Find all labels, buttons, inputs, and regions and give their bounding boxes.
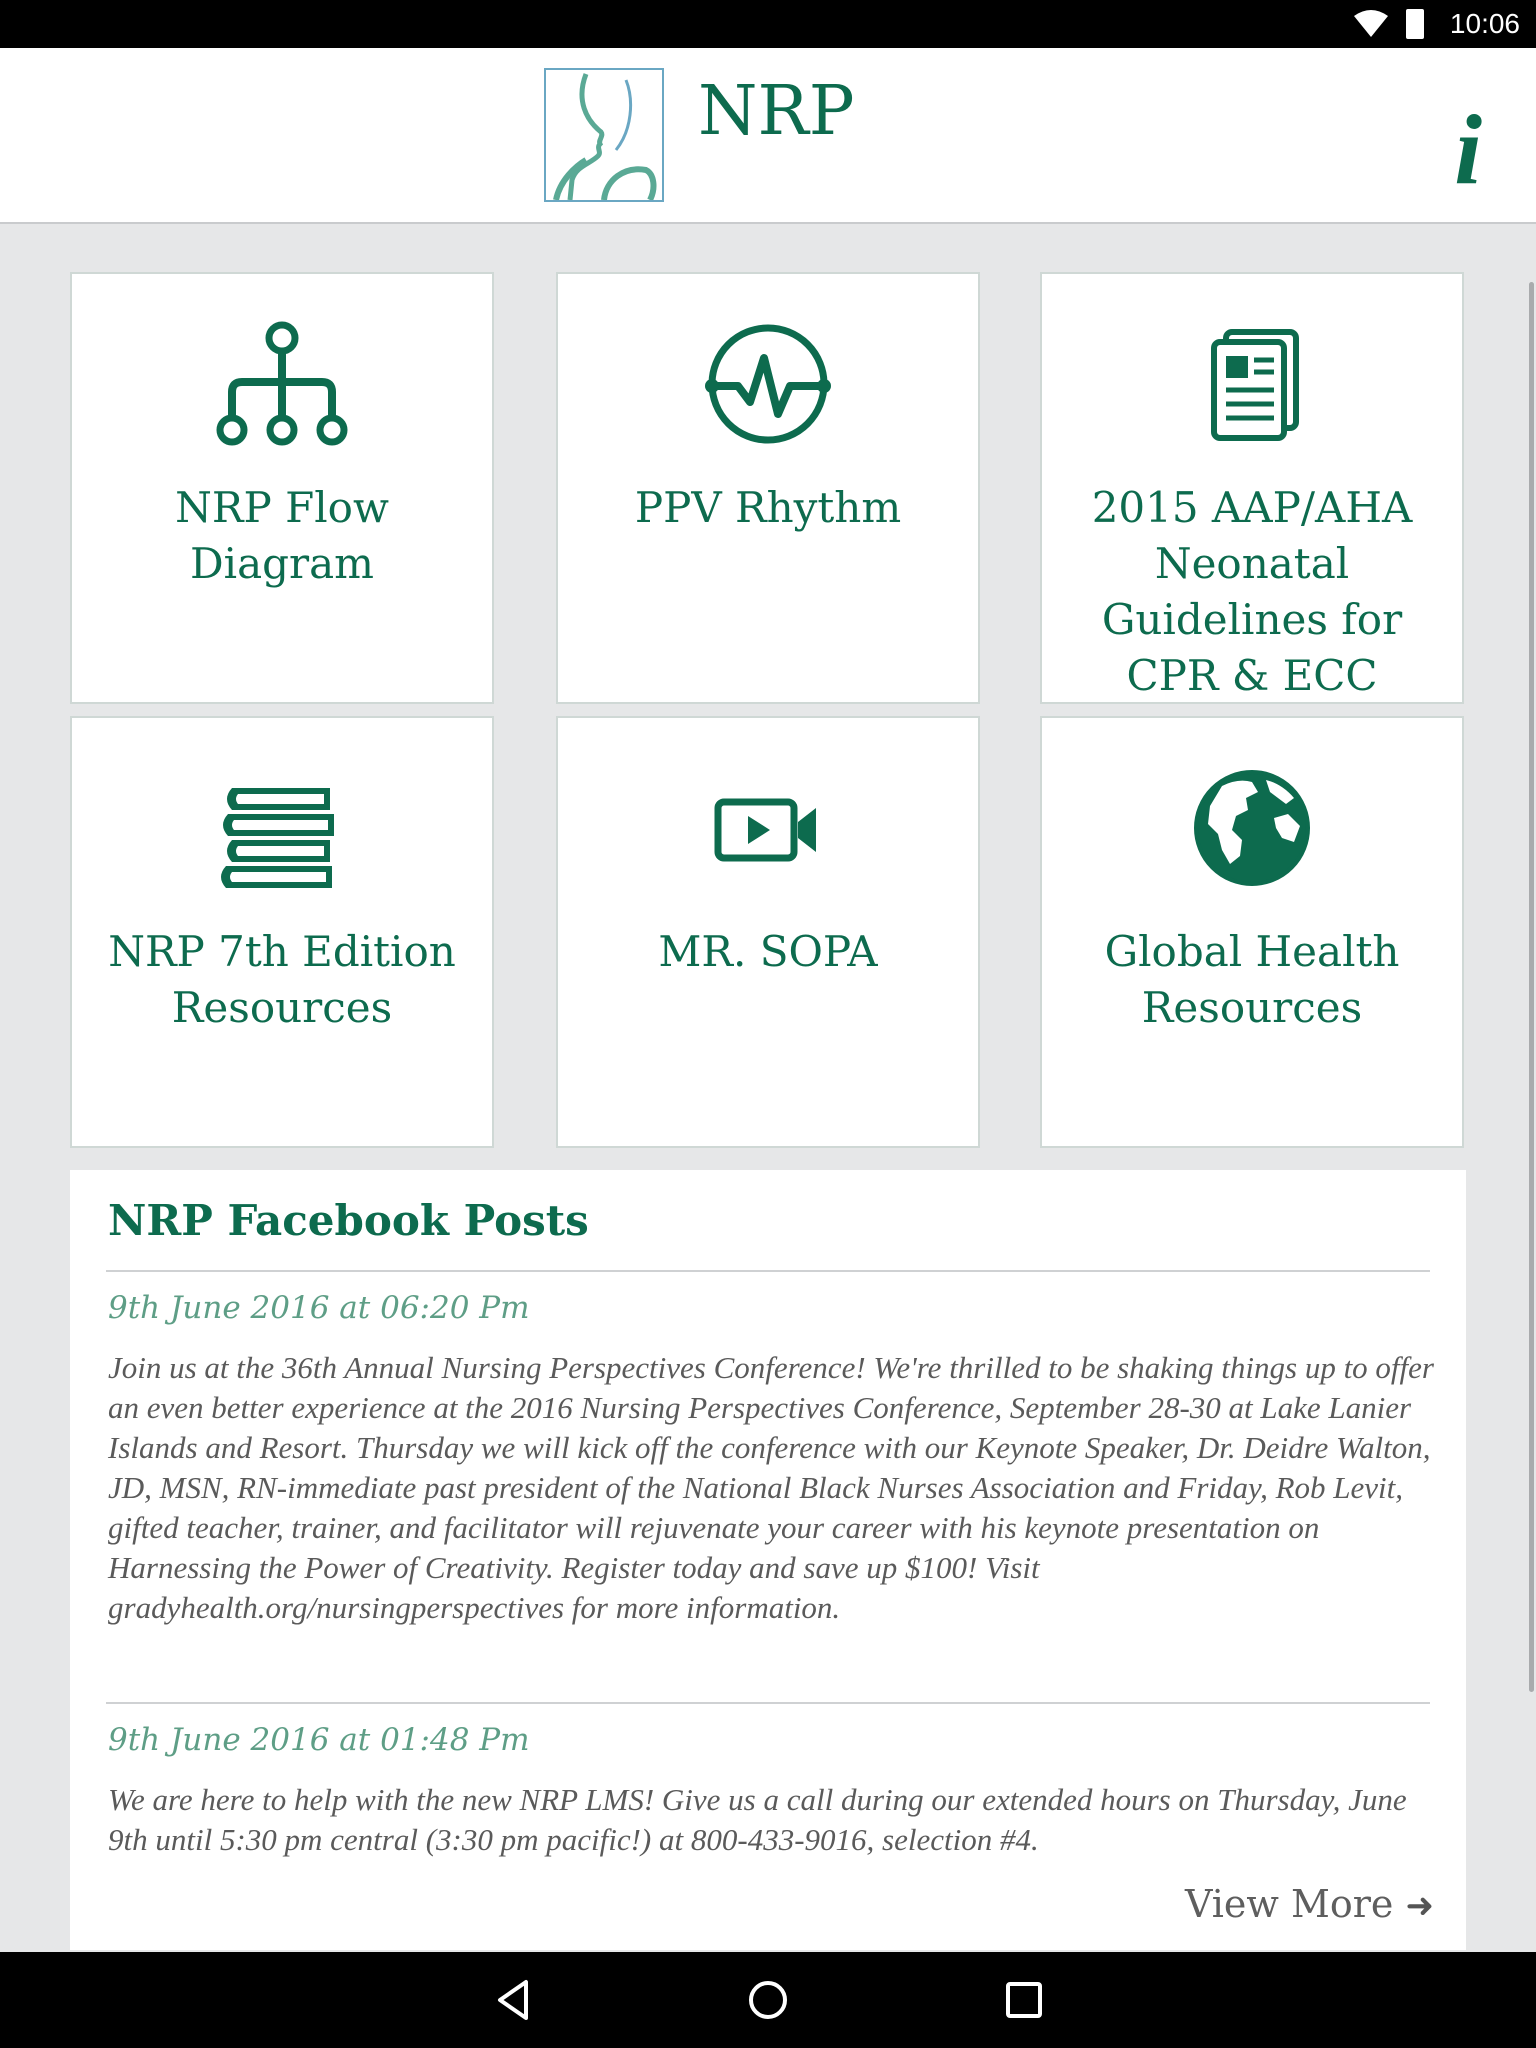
tile-label: NRP 7th Edition Resources	[108, 927, 456, 1032]
facebook-posts-panel	[70, 1170, 1466, 1950]
status-time: 10:06	[1449, 8, 1520, 39]
nrp-logo	[544, 68, 664, 202]
heartbeat-icon	[698, 314, 838, 454]
status-bar	[0, 0, 1536, 48]
recent-apps-icon[interactable]	[998, 1974, 1050, 2026]
back-icon[interactable]	[488, 1974, 540, 2026]
post-text[interactable]: We are here to help with the new NRP LMS! Give us a call during our extended hours on Thursday, June 9th until 5:30 pm central (3:30 pm pacific!) at 800-433-9016, selection #4.	[108, 1782, 1407, 1857]
tile-label: PPV Rhythm	[634, 483, 902, 532]
post-text[interactable]: Join us at the 36th Annual Nursing Perspectives Conference! We're thrilled to be shaking things up to offer an even better experience at the 2016 Nursing Perspectives Conference, September 28-30 at Lake Lanier Islands and Resort. Thursday we will kick off the conference with our Keynote Speaker, Dr. Deidre Walton, JD, MSN, RN-immediate past president of the National Black Nurses Association and Friday, Rob Levit, gifted teacher, trainer, and facilitator will rejuvenate your career with his keynote presentation on Harnessing the Power of Creativity. Register today and save up $100! Visit gradyhealth.org/nursingperspectives for more information.	[108, 1350, 1434, 1625]
tile-mr-sopa[interactable]	[556, 716, 980, 1148]
globe-icon	[1182, 758, 1322, 898]
tile-label: 2015 AAP/AHA Neonatal Guidelines for CPR & ECC	[1091, 483, 1413, 700]
post-date: 9th June 2016 at 06:20 Pm	[108, 1290, 530, 1326]
info-icon[interactable]: i	[1454, 94, 1482, 205]
navigation-bar	[0, 1952, 1536, 2048]
app-title: NRP	[698, 72, 855, 151]
tile-ppv-rhythm[interactable]	[556, 272, 980, 704]
home-icon[interactable]	[742, 1974, 794, 2026]
divider	[106, 1270, 1430, 1272]
divider	[106, 1702, 1430, 1704]
view-more-label: View More	[1184, 1882, 1394, 1926]
post-date: 9th June 2016 at 01:48 Pm	[108, 1722, 530, 1758]
facebook-posts-title: NRP Facebook Posts	[108, 1196, 589, 1245]
tile-label: MR. SOPA	[658, 927, 878, 976]
view-more-link[interactable]	[1185, 1882, 1434, 1926]
document-icon	[1182, 314, 1322, 454]
tile-global-health-resources[interactable]	[1040, 716, 1464, 1148]
battery-icon	[1406, 9, 1424, 39]
wifi-icon	[1354, 10, 1388, 38]
tile-nrp-flow-diagram[interactable]	[70, 272, 494, 704]
tile-label: NRP Flow Diagram	[175, 483, 389, 588]
video-icon	[698, 758, 838, 898]
arrow-right-icon: ➜	[1405, 1886, 1434, 1926]
flow-diagram-icon	[212, 314, 352, 454]
app-header	[0, 48, 1536, 224]
tile-label: Global Health Resources	[1104, 927, 1400, 1032]
tile-aap-aha-guidelines[interactable]	[1040, 272, 1464, 704]
tile-nrp-7th-edition-resources[interactable]	[70, 716, 494, 1148]
books-icon	[212, 758, 352, 898]
scrollbar[interactable]	[1529, 282, 1534, 1692]
